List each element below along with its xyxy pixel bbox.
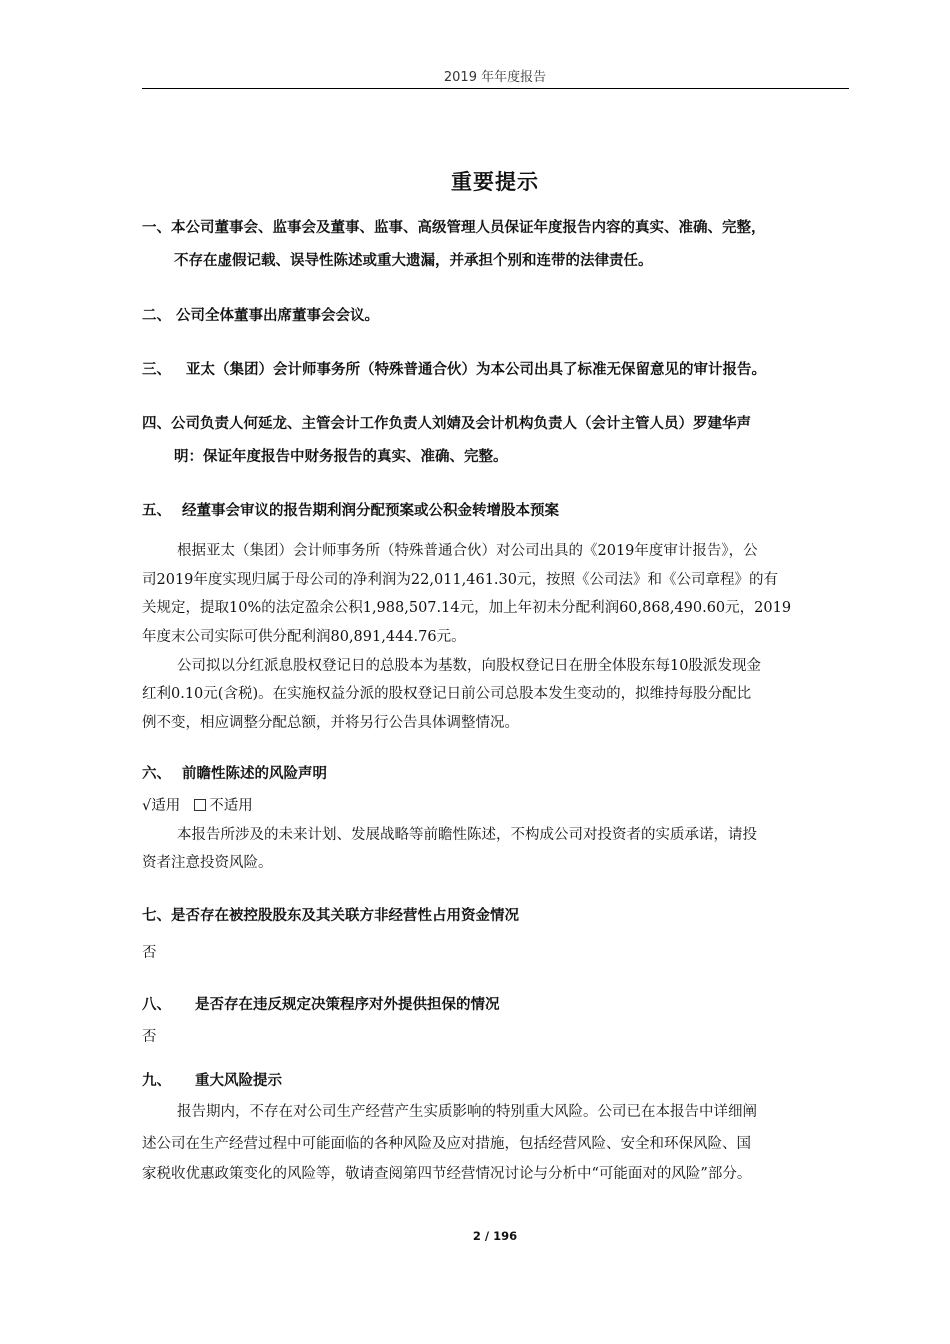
section-6-p1-line: 资者注意投资风险。: [142, 855, 273, 871]
section-4-text-1: 公司负责人何延龙、主管会计工作负责人刘婧及会计机构负责人（会计主管人员）罗建华声: [171, 416, 751, 432]
section-2-number: 二、: [142, 308, 171, 324]
section-2-text: 公司全体董事出席董事会会议。: [176, 308, 379, 324]
section-3-text: 亚太（集团）会计师事务所（特殊普通合伙）为本公司出具了标准无保留意见的审计报告。: [186, 362, 766, 378]
section-9-p1-line: 家税收优惠政策变化的风险等，敬请查阅第四节经营情况讨论与分析中“可能面对的风险”部分。: [142, 1166, 752, 1182]
section-5-heading: [142, 501, 854, 521]
section-4-line-1: [142, 414, 854, 434]
section-6-p1-line: 本报告所涉及的未来计划、发展战略等前瞻性陈述，不构成公司对投资者的实质承诺，请投: [177, 827, 757, 843]
section-5-p2-line: 红利0.10元(含税)。在实施权益分派的股权登记日前公司总股本发生变动的，拟维持每股分配比: [142, 686, 752, 702]
section-7-answer: 否: [142, 945, 157, 961]
section-9-p1-line: 述公司在生产经营过程中可能面临的各种风险及应对措施，包括经营风险、安全和环保风险、国: [142, 1136, 751, 1152]
section-7-number: 七、: [142, 908, 171, 924]
header-divider: [142, 88, 849, 89]
section-6-heading: [142, 764, 854, 784]
section-5-p1-line: 关规定，提取10%的法定盈余公积1,988,507.14元，加上年初未分配利润60,868,490.60元，2019: [142, 600, 792, 616]
running-header: 2019 年年度报告: [443, 70, 547, 85]
section-5-p2-line: 公司拟以分红派息股权登记日的总股本为基数，向股权登记日在册全体股东每10股派发现金: [177, 658, 761, 674]
section-7-heading: [142, 906, 854, 926]
section-5-p1-line: 司2019年度实现归属于母公司的净利润为22,011,461.30元，按照《公司法》和《公司章程》的有: [142, 572, 778, 588]
section-5-heading-text: 经董事会审议的报告期利润分配预案或公积金转增股本预案: [182, 503, 559, 519]
section-9-heading: [142, 1071, 854, 1091]
section-6-number: 六、: [142, 766, 171, 782]
applicability-options: [142, 796, 253, 816]
section-4-number: 四、: [142, 416, 171, 432]
section-9-number: 九、: [142, 1073, 171, 1089]
section-6-heading-text: 前瞻性陈述的风险声明: [182, 766, 327, 782]
section-8-heading: [142, 995, 854, 1015]
section-8-answer: 否: [142, 1029, 157, 1045]
unchecked-box-icon: [194, 799, 206, 811]
page-title: 重要提示: [451, 170, 539, 194]
section-5-p1-line: 年度末公司实际可供分配利润80,891,444.76元。: [142, 629, 466, 645]
section-8-heading-text: 是否存在违反规定决策程序对外提供担保的情况: [195, 997, 500, 1013]
section-5-p2-line: 例不变，相应调整分配总额，并将另行公告具体调整情况。: [142, 715, 519, 731]
page-number: 2 / 196: [472, 1229, 518, 1243]
section-3-number: 三、: [142, 362, 171, 378]
section-1-number: 一、: [142, 220, 171, 236]
section-8-number: 八、: [142, 997, 171, 1013]
section-9-heading-text: 重大风险提示: [195, 1073, 282, 1089]
section-2: [142, 306, 854, 326]
section-1-text-1: 本公司董事会、监事会及董事、监事、高级管理人员保证年度报告内容的真实、准确、完整，: [171, 220, 766, 236]
section-9-p1-line: 报告期内，不存在对公司生产经营产生实质影响的特别重大风险。公司已在本报告中详细阐: [177, 1104, 757, 1120]
section-1-line-1: [142, 218, 854, 238]
applicable-checked-label: √适用: [142, 798, 181, 814]
section-1-text-2: 不存在虚假记载、误导性陈述或重大遗漏，并承担个别和连带的法律责任。: [174, 253, 653, 269]
section-5-p1-line: 根据亚太（集团）会计师事务所（特殊普通合伙）对公司出具的《2019年度审计报告》，公: [177, 543, 758, 559]
not-applicable-label: 不适用: [209, 798, 253, 814]
section-4-text-2: 明：保证年度报告中财务报告的真实、准确、完整。: [174, 449, 508, 465]
section-3: [142, 360, 854, 380]
section-5-number: 五、: [142, 503, 171, 519]
section-7-heading-text: 是否存在被控股股东及其关联方非经营性占用资金情况: [171, 908, 519, 924]
